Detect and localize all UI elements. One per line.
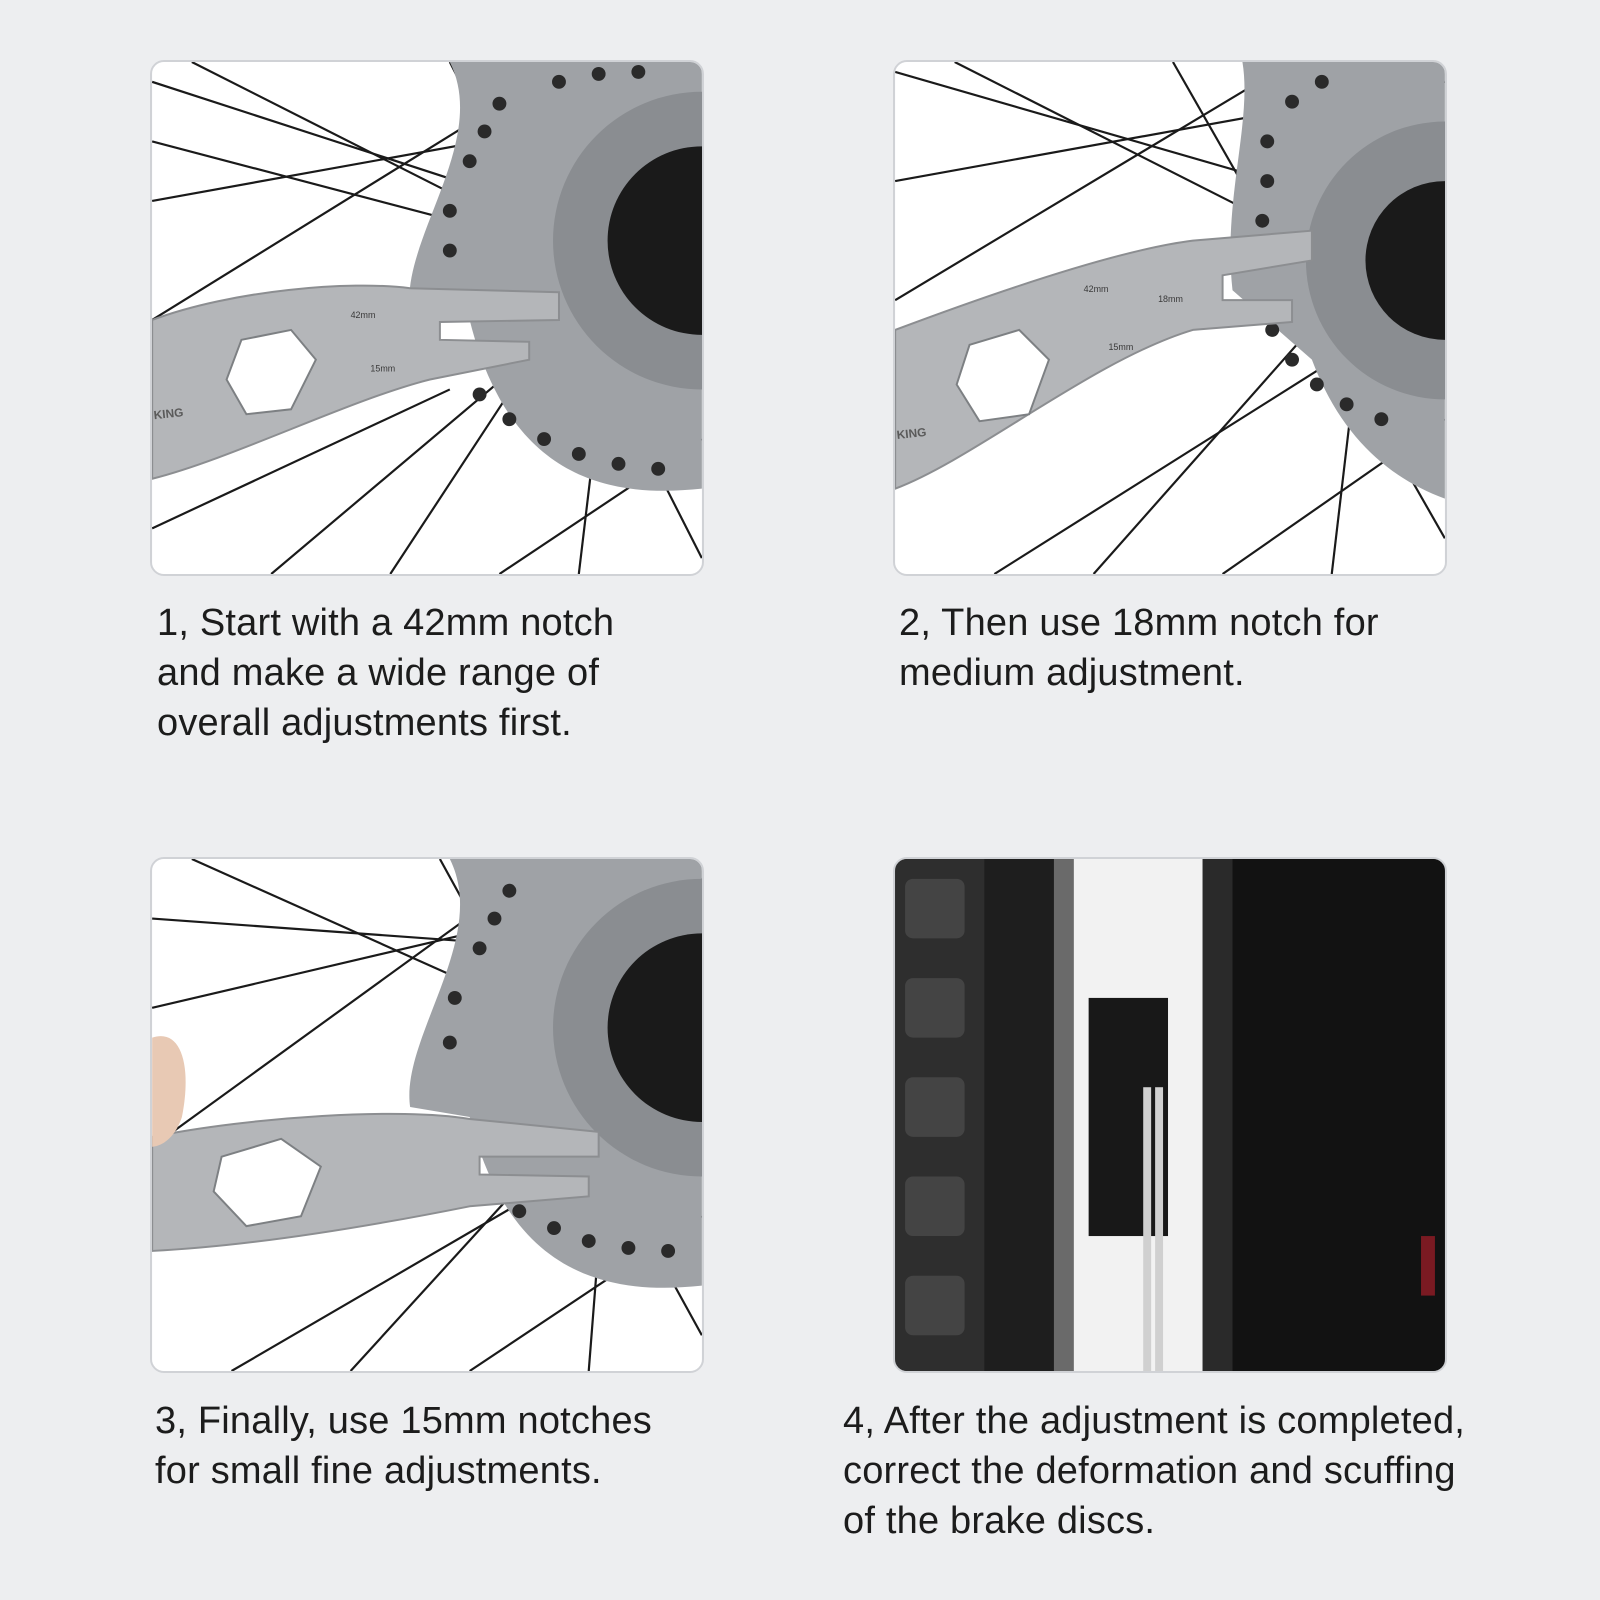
step-1-caption xyxy=(157,598,614,748)
step-3-caption xyxy=(155,1396,652,1496)
step-4-caption xyxy=(843,1396,1465,1546)
caption-line: medium adjustment. xyxy=(899,652,1245,694)
notch-18-label: 18mm xyxy=(1158,294,1183,305)
wrench-disc-illustration-1 xyxy=(152,62,702,574)
brand-label: KING xyxy=(152,405,185,423)
notch-15-label: 15mm xyxy=(370,363,396,374)
caption-line: 3, Finally, use 15mm notches xyxy=(155,1400,653,1442)
caption-line: 2, Then use 18mm notch for xyxy=(899,602,1379,644)
caption-line: of the brake discs. xyxy=(843,1500,1156,1542)
caption-line: and make a wide range of xyxy=(157,652,600,694)
caption-line: overall adjustments first. xyxy=(157,702,572,744)
wrench-disc-illustration-3 xyxy=(152,859,702,1371)
notch-42-label: 42mm xyxy=(350,310,376,320)
notch-15-label: 15mm xyxy=(1108,341,1134,352)
step-2-caption xyxy=(899,598,1379,698)
caption-line: for small fine adjustments. xyxy=(155,1450,602,1492)
caption-line: 1, Start with a 42mm notch xyxy=(157,602,615,644)
caption-line: correct the deformation and scuffing xyxy=(843,1450,1456,1492)
brand-label: KING xyxy=(895,425,928,443)
step-1-photo xyxy=(150,60,704,576)
step-3-photo xyxy=(150,857,704,1373)
step-2-photo xyxy=(893,60,1447,576)
wrench-disc-illustration-2 xyxy=(895,62,1445,574)
brake-caliper-illustration xyxy=(895,859,1445,1371)
caption-line: 4, After the adjustment is completed, xyxy=(843,1400,1466,1442)
step-4-photo xyxy=(893,857,1447,1373)
notch-42-label: 42mm xyxy=(1083,284,1109,295)
